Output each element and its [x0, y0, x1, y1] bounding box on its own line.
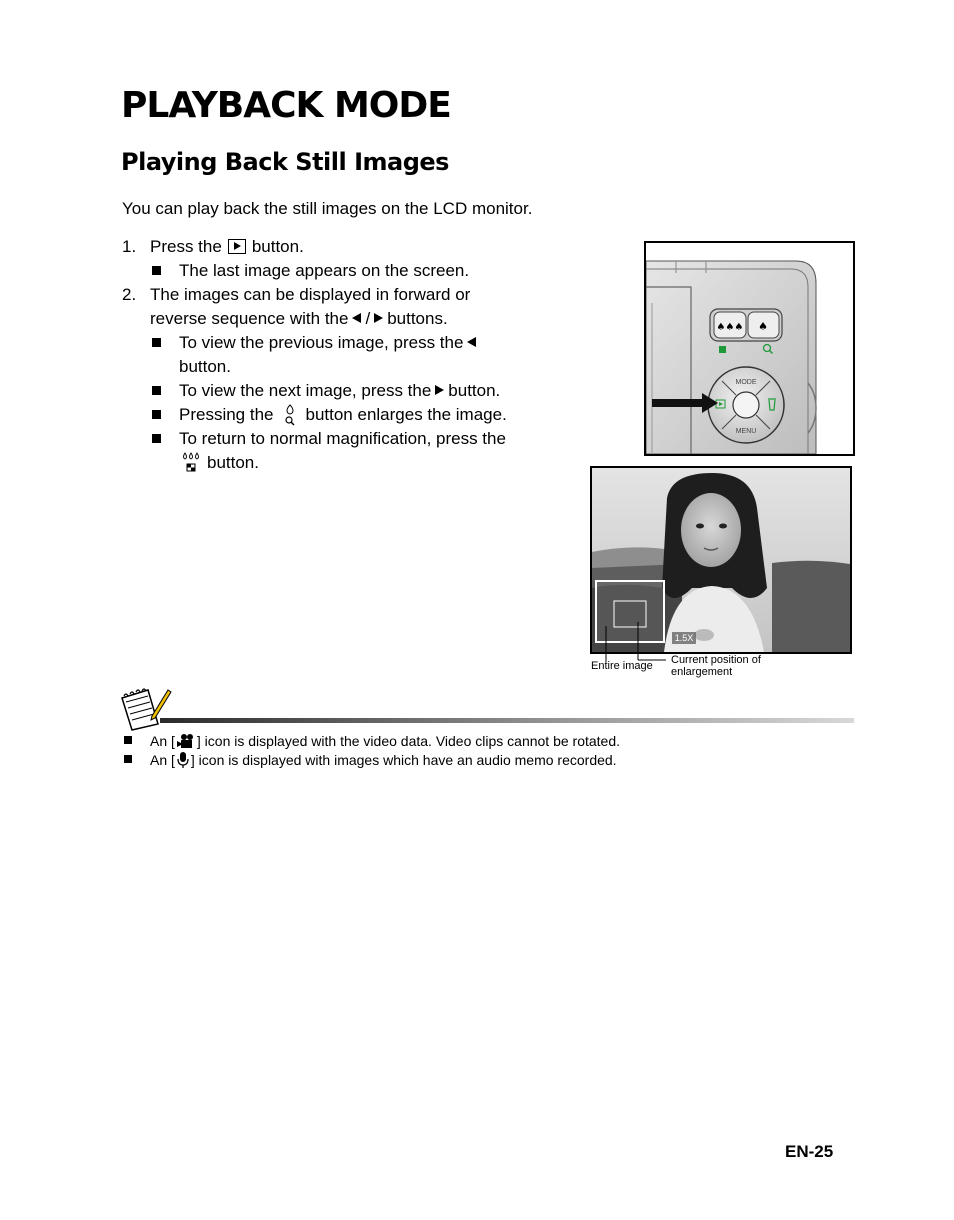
- zoom-out-icon: [181, 452, 201, 474]
- step-2-bullet-normal-cont: button.: [122, 452, 592, 476]
- intro-text: You can play back the still images on the LCD monitor.: [122, 199, 533, 218]
- zoom-badge: 1.5X: [674, 633, 694, 643]
- right-arrow-icon: [374, 313, 383, 323]
- step-2-bullet-prev-cont: button.: [179, 357, 231, 376]
- step-2-bullet-zoom: Pressing the button enlarges the image.: [122, 404, 592, 428]
- step-1-bullet: The last image appears on the screen.: [122, 260, 592, 284]
- camera-back-drawing: [646, 243, 853, 454]
- notes-list: [122, 732, 842, 770]
- step-1: 1. Press the button.: [122, 237, 304, 256]
- right-arrow-icon: [435, 385, 444, 395]
- page-title: PLAYBACK MODE: [121, 85, 451, 126]
- note-divider: [160, 718, 854, 723]
- bullet-icon: [152, 386, 161, 395]
- svg-text:♠: ♠: [758, 320, 768, 333]
- note-item: An [ ] icon is displayed with images which have an audio memo recorded.: [122, 751, 842, 770]
- playback-button-icon: [228, 239, 246, 254]
- bullet-icon: [152, 266, 161, 275]
- step-2-cont: reverse sequence with the / buttons.: [150, 309, 448, 328]
- entire-image-label: Entire image: [591, 660, 653, 672]
- video-icon: [177, 733, 195, 749]
- zoom-in-icon: [280, 404, 300, 426]
- bullet-icon: [152, 338, 161, 347]
- steps-list: [122, 236, 592, 476]
- mode-label: MODE: [735, 379, 757, 386]
- bullet-icon: [124, 755, 132, 763]
- left-arrow-icon: [467, 337, 476, 347]
- current-position-label: Current position of enlargement: [671, 654, 761, 678]
- left-arrow-icon: [352, 313, 361, 323]
- microphone-icon: [177, 752, 189, 768]
- step-2-bullet-next: To view the next image, press the button.: [122, 380, 592, 404]
- step-2-bullet-normal: To return to normal magnification, press the: [122, 428, 592, 452]
- step-2-bullet-prev: To view the previous image, press the: [122, 332, 592, 356]
- note-item: An [ ] icon is displayed with the video data. Video clips cannot be rotated.: [122, 732, 842, 751]
- bullet-icon: [152, 434, 161, 443]
- menu-label: MENU: [735, 428, 757, 435]
- note-pad-icon: [118, 686, 172, 732]
- step-2: 2. The images can be displayed in forward or: [122, 285, 471, 304]
- svg-text:♠♠♠: ♠♠♠: [716, 322, 744, 333]
- section-title: Playing Back Still Images: [121, 148, 449, 176]
- page-number: EN-25: [785, 1142, 834, 1161]
- camera-illustration: [644, 241, 855, 456]
- bullet-icon: [152, 410, 161, 419]
- bullet-icon: [124, 736, 132, 744]
